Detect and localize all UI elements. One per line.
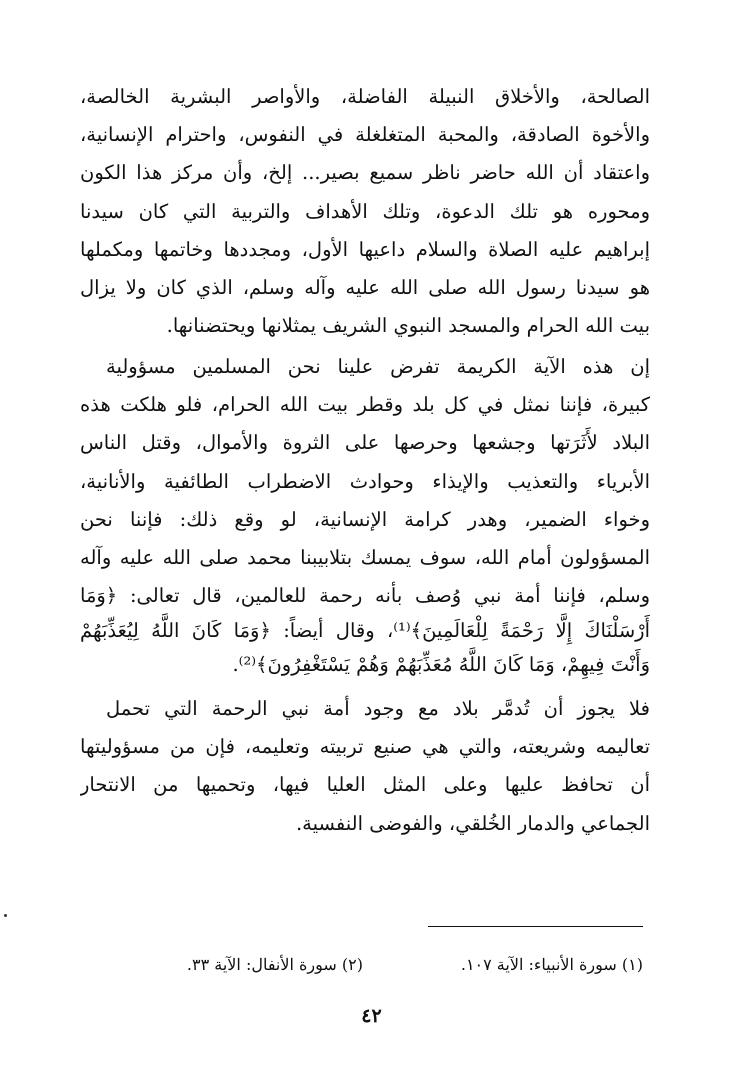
- text-line: الأبرياء والتعذيب والإيذاء وحوادث الاضطراب الطائفية والأنانية،: [80, 470, 650, 493]
- text-line: أن تحافظ عليها وعلى المثل العليا فيها، وتحميها من الانتحار: [80, 773, 650, 796]
- footnote-2: (٢) سورة الأنفال: الآية ٣٣.: [186, 955, 363, 974]
- text-line: وسلم، فإننا أمة نبي وُصف بأنه رحمة للعالمين، قال تعالى: ﴿وَمَا: [80, 584, 650, 607]
- text-line: والأخوة الصادقة، والمحبة المتغلغلة في النفوس، واحترام الإنسانية،: [80, 123, 650, 146]
- text-line: وخواء الضمير، وهدر كرامة الإنسانية، لو وقع ذلك: فإننا نحن: [80, 508, 650, 531]
- scan-speck: [4, 914, 7, 917]
- text-line: إبراهيم عليه الصلاة والسلام داعيها الأول، ومجددها وخاتمها ومكملها: [80, 238, 650, 261]
- text-line: كبيرة، فإننا نمثل في كل بلد وقطر بيت الله الحرام، فلو هلكت هذه: [80, 393, 650, 416]
- quran-verse-line: أَرْسَلْنَاكَ إِلَّا رَحْمَةً لِلْعَالَمِينَ﴾⁽¹⁾، وقال أيضاً: ﴿وَمَا كَانَ اللَّهُ لِيُعَذِّبَهُمْ: [80, 619, 650, 642]
- text-line: هو سيدنا رسول الله صلى الله عليه وآله وسلم، الذي كان ولا يزال: [80, 276, 650, 299]
- footnote-1: (١) سورة الأنبياء: الآية ١٠٧.: [460, 955, 643, 974]
- quran-verse-line: وَأَنْتَ فِيهِمْ، وَمَا كَانَ اللَّهُ مُعَذِّبَهُمْ وَهُمْ يَسْتَغْفِرُونَ﴾⁽²⁾.: [232, 653, 650, 676]
- page-number: ٤٢: [361, 1005, 382, 1027]
- footnote-divider: [428, 926, 643, 927]
- text-line: بيت الله الحرام والمسجد النبوي الشريف يمثلانها ويحتضنانها.: [166, 314, 650, 337]
- text-line: إن هذه الآية الكريمة تفرض علينا نحن المسلمين مسؤولية: [106, 355, 650, 378]
- text-line: ومحوره هو تلك الدعوة، وتلك الأهداف والتربية التي كان سيدنا: [80, 200, 650, 223]
- text-line: تعاليمه وشريعته، والتي هي صنيع تربيته وتعليمه، فإن من مسؤوليتها: [80, 735, 650, 758]
- text-line: واعتقاد أن الله حاضر ناظر سميع بصير... إلخ، وأن مركز هذا الكون: [80, 161, 650, 184]
- text-line: الجماعي والدمار الخُلقي، والفوضى النفسية.: [295, 812, 650, 835]
- text-line: الصالحة، والأخلاق النبيلة الفاضلة، والأواصر البشرية الخالصة،: [80, 85, 650, 108]
- text-line: المسؤولون أمام الله، سوف يمسك بتلابيبنا محمد صلى الله عليه وآله: [80, 546, 650, 569]
- text-line: فلا يجوز أن تُدمَّر بلاد مع وجود أمة نبي الرحمة التي تحمل: [106, 697, 650, 720]
- text-line: البلاد لأَثَرَتها وجشعها وحرصها على الثروة والأموال، وقتل الناس: [80, 431, 650, 454]
